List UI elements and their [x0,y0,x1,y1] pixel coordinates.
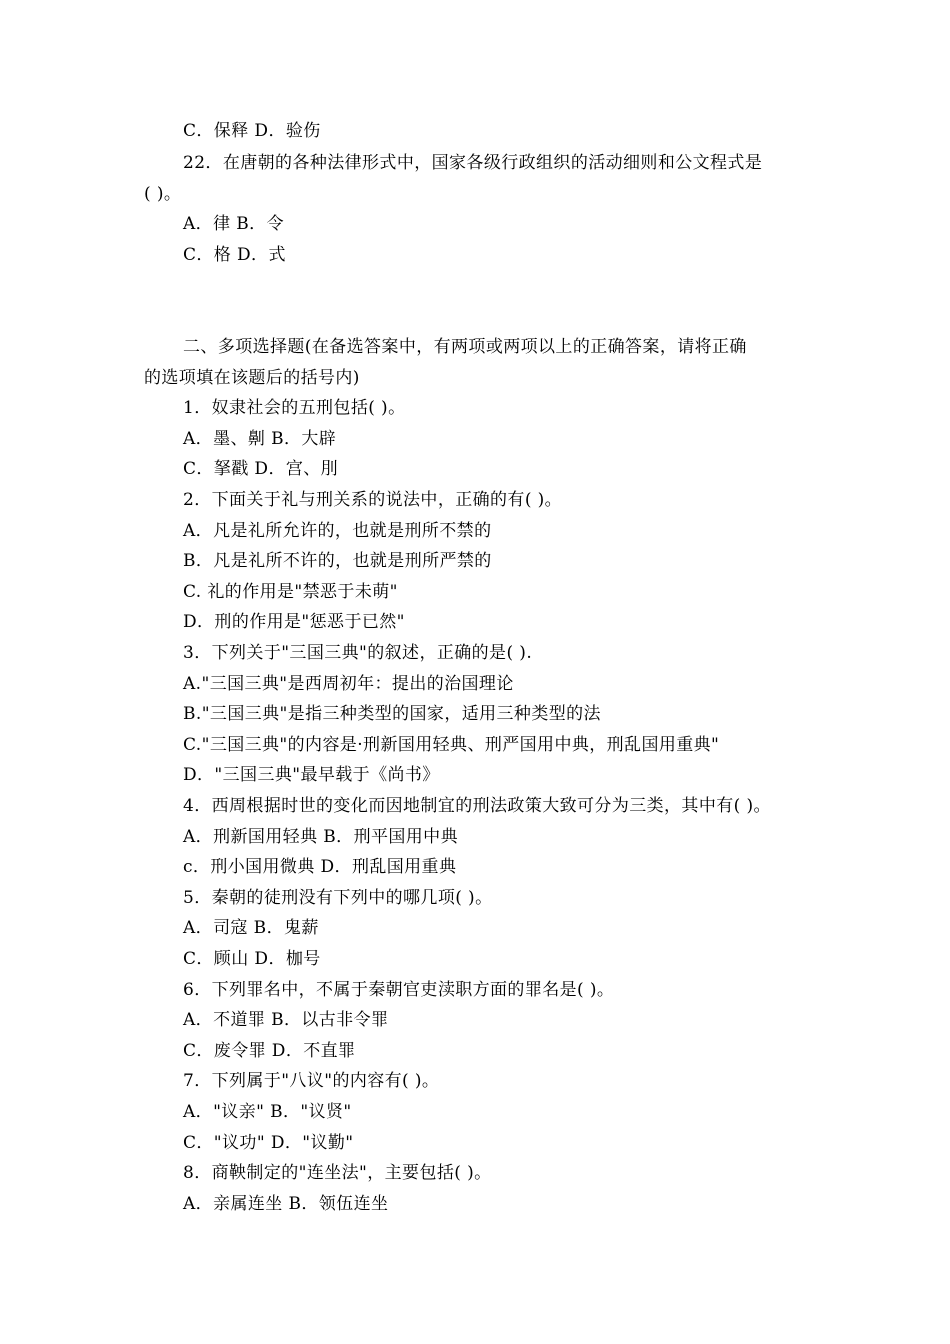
option-line: A."三国三典"是西周初年：提出的治国理论 [183,674,514,694]
question-7: 7．下列属于"八议"的内容有( )。 [183,1071,440,1091]
section-heading-continued: 的选项填在该题后的括号内) [144,368,360,388]
option-line: A．刑新国用轻典 B．刑平国用中典 [183,827,458,847]
option-line: B．凡是礼所不许的，也就是刑所严禁的 [183,551,492,571]
option-line: C．"议功" D．"议勤" [183,1133,354,1153]
question-5: 5．秦朝的徒刑没有下列中的哪几项( )。 [183,888,493,908]
option-line: D．"三国三典"最早载于《尚书》 [183,765,440,785]
option-line: A．司寇 B．鬼薪 [183,918,319,938]
option-line: C．格 D．式 [183,245,286,265]
option-line: C．拏戳 D．宫、刖 [183,459,339,479]
option-line: C."三国三典"的内容是·刑新国用轻典、刑严国用中典，刑乱国用重典" [183,735,720,755]
question-2: 2．下面关于礼与刑关系的说法中，正确的有( )。 [183,490,563,510]
option-line: C．废令罪 D．不直罪 [183,1041,356,1061]
option-line: C．保释 D．验伤 [183,121,321,141]
question-22-continued: ( )。 [144,184,182,204]
option-line: B."三国三典"是指三种类型的国家，适用三种类型的法 [183,704,601,724]
question-22: 22．在唐朝的各种法律形式中，国家各级行政组织的活动细则和公文程式是 [183,153,763,173]
question-6: 6．下列罪名中，不属于秦朝官吏渎职方面的罪名是( )。 [183,980,615,1000]
option-line: A．律 B．令 [183,214,284,234]
question-1: 1．奴隶社会的五刑包括( )。 [183,398,406,418]
option-line: A．"议亲" B．"议贤" [183,1102,352,1122]
option-line: A．不道罪 B．以古非令罪 [183,1010,389,1030]
option-line: c．刑小国用微典 D．刑乱国用重典 [183,857,457,877]
question-4: 4．西周根据时世的变化而因地制宜的刑法政策大致可分为三类，其中有( )。 [183,796,771,816]
option-line: A．墨、劓 B．大辟 [183,429,337,449]
option-line: C. 礼的作用是"禁恶于未萌" [183,582,398,602]
question-3: 3．下列关于"三国三典"的叙述，正确的是( ). [183,643,533,663]
option-line: C．顾山 D．枷号 [183,949,321,969]
section-heading: 二、多项选择题(在备选答案中，有两项或两项以上的正确答案，请将正确 [183,337,747,357]
option-line: A．凡是礼所允许的，也就是刑所不禁的 [183,521,492,541]
option-line: D．刑的作用是"惩恶于已然" [183,612,405,632]
option-line: A．亲属连坐 B．领伍连坐 [183,1194,389,1214]
question-8: 8．商鞅制定的"连坐法"，主要包括( )。 [183,1163,492,1183]
